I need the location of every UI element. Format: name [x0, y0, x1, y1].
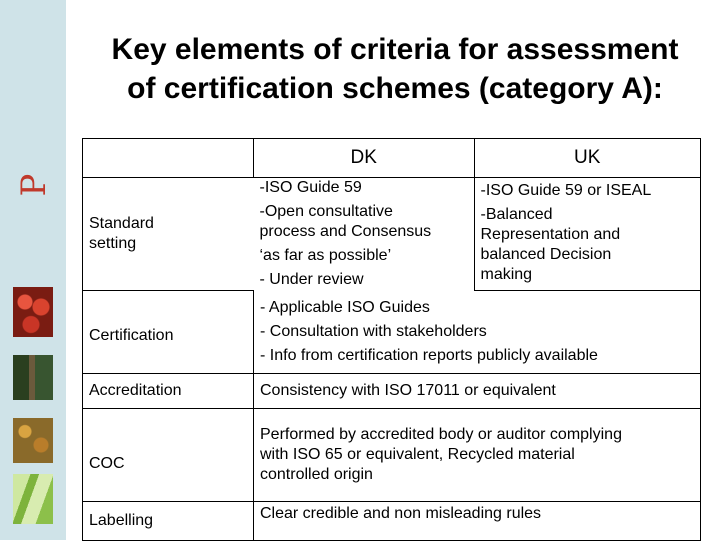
title-line-1: Key elements of criteria for assessment — [111, 33, 679, 66]
tree-trunk-photo — [13, 355, 53, 400]
header-empty-cell — [83, 139, 254, 178]
slide-title — [70, 30, 720, 108]
logo-icon: P — [14, 173, 54, 197]
column-header-uk: UK — [474, 139, 701, 178]
header-row — [83, 139, 701, 178]
cell-line: - Applicable ISO Guides — [260, 298, 430, 316]
cell-dk-standard-setting — [254, 178, 475, 291]
cell-labelling: Clear credible and non misleading rules — [254, 501, 701, 540]
cell-line: balanced Decision — [480, 246, 612, 263]
cell-line: process and Consensus — [259, 223, 432, 240]
table-row-accreditation — [83, 373, 701, 408]
cell-line: with ISO 65 or equivalent, Recycled material — [260, 445, 575, 463]
row-label-standard-setting — [83, 178, 254, 291]
row-label-line: Standard — [89, 214, 154, 232]
decorative-sidebar — [0, 0, 66, 540]
cell-line: -ISO Guide 59 — [259, 179, 362, 196]
row-label-accreditation: Accreditation — [83, 373, 254, 408]
cell-line: Performed by accredited body or auditor complying — [260, 425, 622, 443]
cell-line: -ISO Guide 59 or ISEAL — [480, 182, 652, 199]
cell-line: making — [480, 266, 533, 283]
autumn-leaves-photo — [13, 418, 53, 463]
cell-line: Representation and — [480, 226, 621, 243]
cell-line: - Under review — [259, 271, 364, 288]
cell-coc — [254, 408, 701, 501]
table-row-standard-setting — [83, 178, 701, 291]
title-line-2: of certification schemes (category A): — [127, 72, 663, 105]
grass-blades-photo — [13, 474, 53, 524]
row-label-line: setting — [89, 234, 137, 252]
cell-uk-standard-setting — [474, 178, 701, 291]
table-row-coc — [83, 408, 701, 501]
cell-certification — [254, 290, 701, 373]
cell-line: - Consultation with stakeholders — [260, 322, 487, 340]
criteria-table — [82, 138, 701, 541]
cell-line: controlled origin — [260, 465, 373, 483]
table-row-certification — [83, 290, 701, 373]
row-label-coc: COC — [83, 408, 254, 501]
cell-line: -Open consultative — [259, 203, 393, 220]
cell-line: ‘as far as possible’ — [259, 247, 392, 264]
berries-photo — [13, 287, 53, 337]
table-row-labelling — [83, 501, 701, 540]
column-header-dk: DK — [254, 139, 475, 178]
row-label-certification: Certification — [83, 290, 254, 373]
cell-line: - Info from certification reports publicly available — [260, 346, 598, 364]
cell-accreditation: Consistency with ISO 17011 or equivalent — [254, 373, 701, 408]
cell-line: -Balanced — [480, 206, 553, 223]
row-label-labelling: Labelling — [83, 501, 254, 540]
